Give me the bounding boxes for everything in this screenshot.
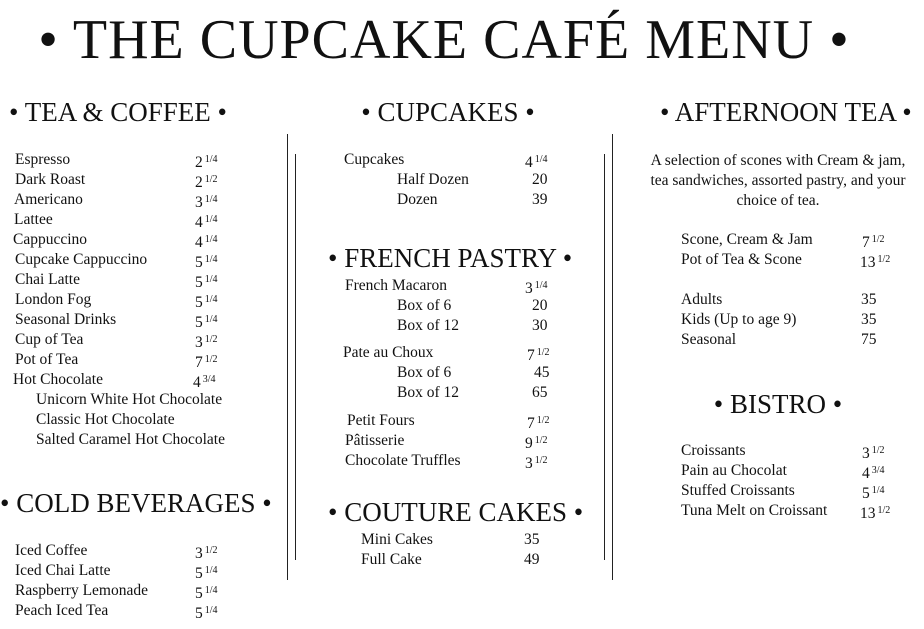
menu-item-price: 5 $^{1/4}$ xyxy=(862,485,885,502)
menu-item-name: Raspberry Lemonade xyxy=(15,582,148,599)
menu-item-price: 9 $^{1/2}$ xyxy=(525,435,548,452)
couture-cakes-heading: • COUTURE CAKES • xyxy=(328,497,584,527)
menu-item-price: 3 $^{1/2}$ xyxy=(195,334,218,351)
french-pastry-heading: • FRENCH PASTRY • xyxy=(328,243,573,273)
cupcakes-heading: • CUPCAKES • xyxy=(361,97,535,127)
menu-item-name: Tuna Melt on Croissant xyxy=(681,502,828,519)
menu-item-name: Chai Latte xyxy=(15,271,80,288)
menu-item-name: Americano xyxy=(14,191,83,208)
menu-item-price: 5 $^{1/4}$ xyxy=(195,314,218,331)
menu-item-price: 4 $^{1/4}$ xyxy=(195,234,218,251)
menu-item-name: Cappuccino xyxy=(13,231,88,248)
menu-item-price: 3 $^{1/4}$ xyxy=(195,194,218,211)
menu-item-price: 5 $^{1/4}$ xyxy=(195,585,218,602)
menu-item-name: Lattee xyxy=(14,211,53,228)
menu-item-price: 2 $^{1/2}$ xyxy=(195,174,218,191)
menu-item-name: Petit Fours xyxy=(347,412,415,429)
menu-item-name: Pot of Tea xyxy=(15,351,79,368)
menu-sub-item: Dozen xyxy=(397,191,438,208)
menu-item-price: 20 xyxy=(532,297,548,314)
menu-sub-item: Half Dozen xyxy=(397,171,469,188)
menu-item-price: 4 $^{1/4}$ xyxy=(525,154,548,171)
column-divider-left-inner xyxy=(295,154,296,560)
menu-item-price: 3 $^{1/2}$ xyxy=(862,445,885,462)
menu-item-price: 75 xyxy=(861,331,877,348)
menu-sub-item: Box of 12 xyxy=(397,317,459,334)
menu-item-price: 49 xyxy=(524,551,540,568)
menu-item-name: Croissants xyxy=(681,442,746,459)
menu-sub-item: Box of 6 xyxy=(397,364,452,381)
menu-item-price: 13 $^{1/2}$ xyxy=(860,505,891,522)
menu-item-price: 45 xyxy=(534,364,550,381)
menu-item-price: 4 $^{1/4}$ xyxy=(195,214,218,231)
menu-item-price: 39 xyxy=(532,191,548,208)
menu-item-price: 65 xyxy=(532,384,548,401)
menu-item-name: Peach Iced Tea xyxy=(15,602,109,619)
menu-item-name: Cup of Tea xyxy=(15,331,84,348)
menu-item-name: French Macaron xyxy=(345,277,447,294)
menu-item-name: Scone, Cream & Jam xyxy=(681,231,813,248)
column-divider-right-inner xyxy=(604,154,605,560)
menu-item-name: Pain au Chocolat xyxy=(681,462,787,479)
menu-item-price: 35 xyxy=(524,531,540,548)
menu-item-price: 5 $^{1/4}$ xyxy=(195,254,218,271)
menu-item-price: 30 xyxy=(532,317,548,334)
menu-item-name: Cupcakes xyxy=(344,151,405,168)
menu-item-price: 5 $^{1/4}$ xyxy=(195,294,218,311)
menu-item-name: Dark Roast xyxy=(15,171,86,188)
menu-sub-item: Classic Hot Chocolate xyxy=(36,411,175,428)
menu-item-name: Iced Chai Latte xyxy=(15,562,111,579)
menu-item-price: 35 xyxy=(861,291,877,308)
menu-item-name: Iced Coffee xyxy=(15,542,88,559)
menu-item-price: 5 $^{1/4}$ xyxy=(195,605,218,622)
column-divider-left-outer xyxy=(287,134,288,580)
menu-title: • THE CUPCAKE CAFÉ MENU • xyxy=(38,9,850,71)
menu-item-name: London Fog xyxy=(15,291,92,308)
menu-item-name: Pâtisserie xyxy=(345,432,405,449)
menu-item-name: Full Cake xyxy=(361,551,422,568)
column-divider-right-outer xyxy=(612,134,613,580)
menu-item-price: 13 $^{1/2}$ xyxy=(860,254,891,271)
menu-item-name: Cupcake Cappuccino xyxy=(15,251,148,268)
afternoon-tea-description: A selection of scones with Cream & jam, tea sandwiches, assorted pastry, and your choice of tea. xyxy=(650,152,906,209)
menu-item-name: Mini Cakes xyxy=(361,531,433,548)
menu-item-price: 7 $^{1/2}$ xyxy=(527,347,550,364)
menu-item-name: Espresso xyxy=(15,151,71,168)
menu-item-price: 20 xyxy=(532,171,548,188)
tea-coffee-heading: • TEA & COFFEE • xyxy=(9,97,227,127)
menu-sub-item: Unicorn White Hot Chocolate xyxy=(36,391,223,408)
menu-sub-item: Box of 12 xyxy=(397,384,459,401)
menu-sub-item: Salted Caramel Hot Chocolate xyxy=(36,431,225,448)
menu-item-name: Kids (Up to age 9) xyxy=(681,311,797,328)
menu-item-price: 4 $^{3/4}$ xyxy=(862,465,885,482)
menu-item-price: 5 $^{1/4}$ xyxy=(195,565,218,582)
menu-item-price: 7 $^{1/2}$ xyxy=(527,415,550,432)
menu-item-name: Seasonal Drinks xyxy=(15,311,117,328)
menu-item-price: 7 $^{1/2}$ xyxy=(195,354,218,371)
bistro-heading: • BISTRO • xyxy=(713,389,843,419)
menu-item-name: Chocolate Truffles xyxy=(345,452,461,469)
menu-item-price: 35 xyxy=(861,311,877,328)
menu-item-price: 5 $^{1/4}$ xyxy=(195,274,218,291)
menu-item-name: Pot of Tea & Scone xyxy=(681,251,802,268)
afternoon-tea-heading: • AFTERNOON TEA • xyxy=(660,97,912,127)
cold-beverages-heading: • COLD BEVERAGES • xyxy=(0,488,272,518)
menu-item-name: Pate au Choux xyxy=(343,344,434,361)
menu-item-price: 3 $^{1/4}$ xyxy=(525,280,548,297)
menu-item-price: 3 $^{1/2}$ xyxy=(525,455,548,472)
menu-item-name: Seasonal xyxy=(681,331,737,348)
menu-item-price: 2 $^{1/4}$ xyxy=(195,154,218,171)
menu-item-name: Adults xyxy=(681,291,723,308)
menu-sub-item: Box of 6 xyxy=(397,297,452,314)
menu-item-price: 4 $^{3/4}$ xyxy=(193,374,216,391)
menu-item-price: 7 $^{1/2}$ xyxy=(862,234,885,251)
menu-item-name: Hot Chocolate xyxy=(13,371,103,388)
menu-item-price: 3 $^{1/2}$ xyxy=(195,545,218,562)
menu-item-name: Stuffed Croissants xyxy=(681,482,795,499)
